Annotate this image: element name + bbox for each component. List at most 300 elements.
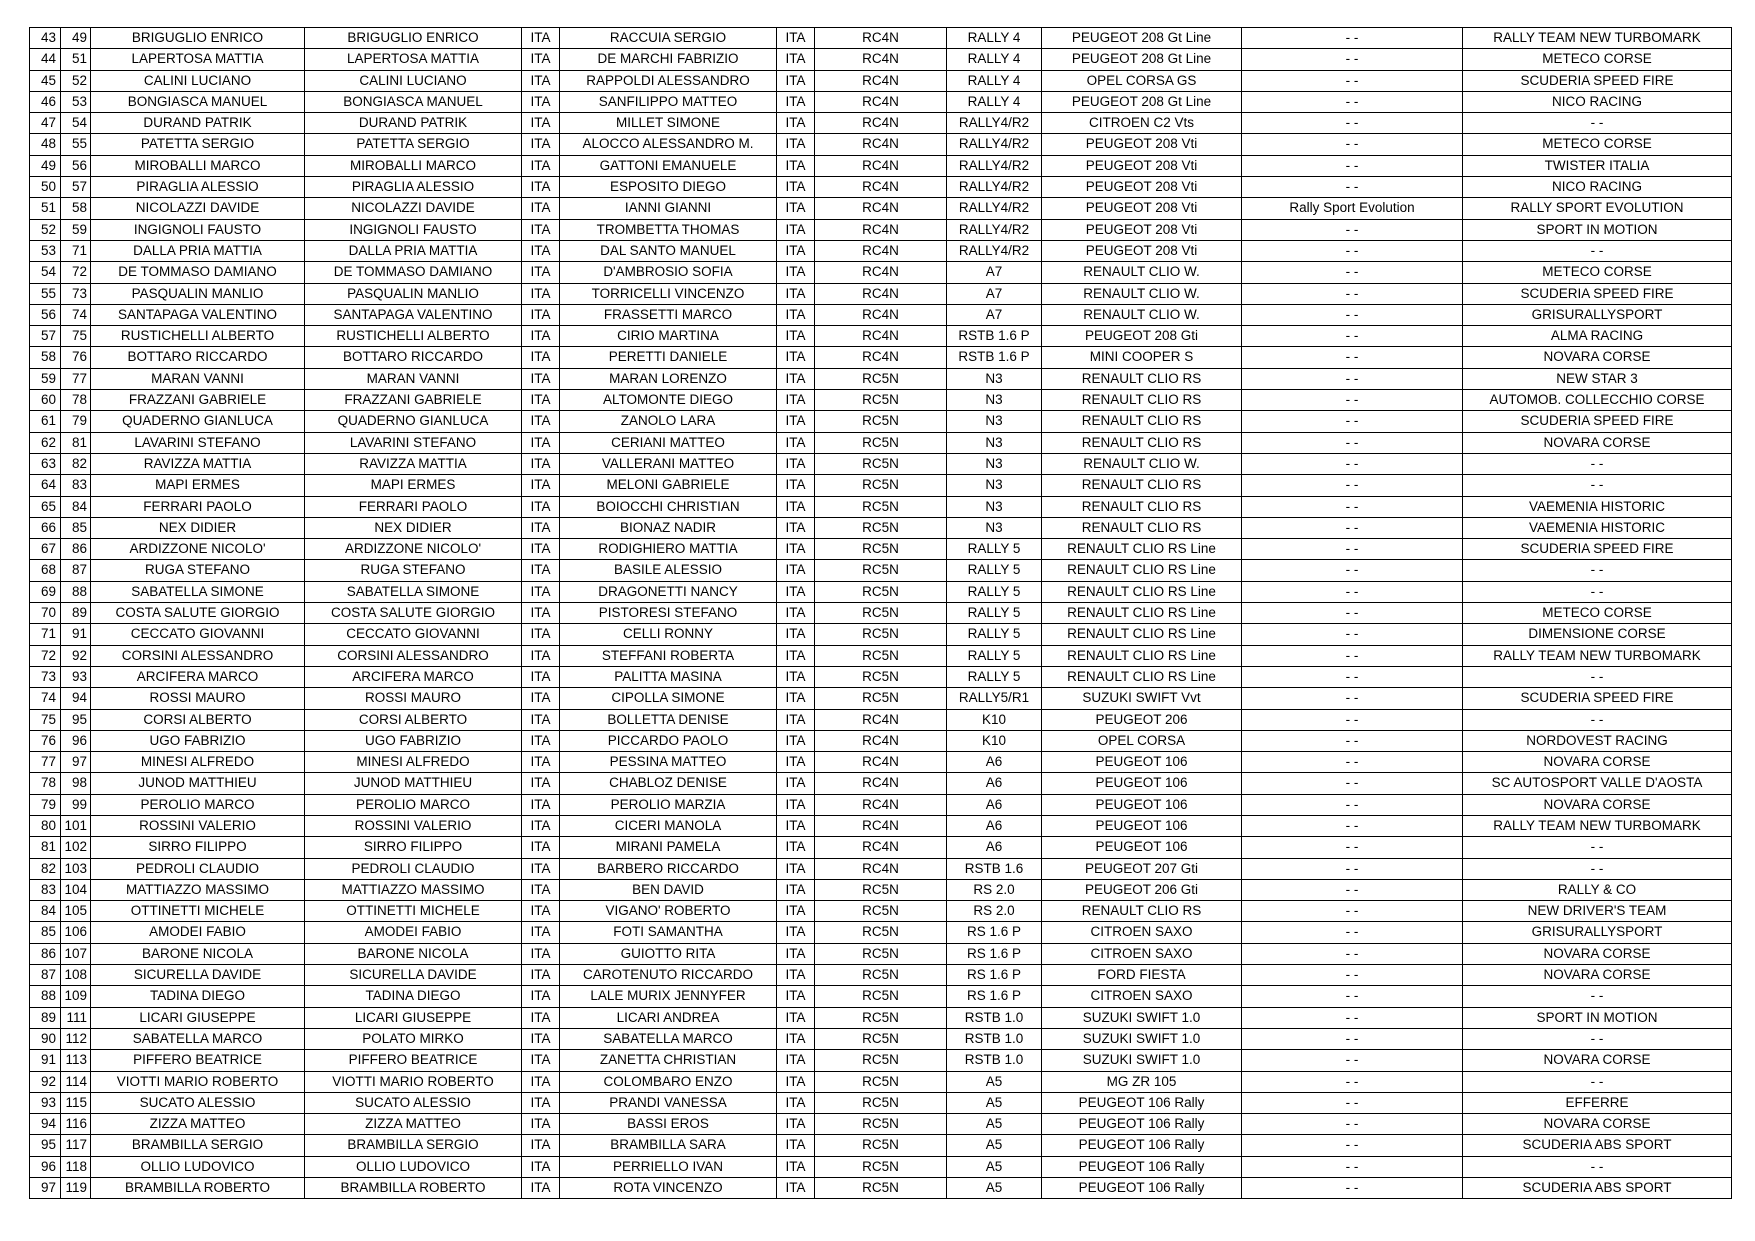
car-model-cell: PEUGEOT 208 Vti xyxy=(1042,155,1242,176)
first-driver-nationality-cell: ITA xyxy=(522,815,560,836)
position-cell: 94 xyxy=(30,1114,61,1135)
first-driver-nationality-cell: ITA xyxy=(522,326,560,347)
license-holder-cell: - - xyxy=(1242,879,1463,900)
first-driver-nationality-cell: ITA xyxy=(522,752,560,773)
race-number-cell: 107 xyxy=(61,943,91,964)
race-number-cell: 117 xyxy=(61,1135,91,1156)
co-driver-nationality-cell: ITA xyxy=(777,70,815,91)
co-driver-nationality-cell: ITA xyxy=(777,858,815,879)
group-cell: RSTB 1.6 xyxy=(947,858,1042,879)
competitor-cell: PEDROLI CLAUDIO xyxy=(91,858,305,879)
team-cell: RALLY SPORT EVOLUTION xyxy=(1463,198,1732,219)
team-cell: NICO RACING xyxy=(1463,91,1732,112)
team-cell: SPORT IN MOTION xyxy=(1463,1007,1732,1028)
class-cell: RC5N xyxy=(815,432,947,453)
competitor-cell: OLLIO LUDOVICO xyxy=(91,1156,305,1177)
group-cell: A5 xyxy=(947,1114,1042,1135)
table-row xyxy=(30,1135,1732,1156)
team-cell: - - xyxy=(1463,453,1732,474)
team-cell: SCUDERIA SPEED FIRE xyxy=(1463,70,1732,91)
co-driver-nationality-cell: ITA xyxy=(777,539,815,560)
co-driver-nationality-cell: ITA xyxy=(777,1028,815,1049)
car-model-cell: RENAULT CLIO RS xyxy=(1042,901,1242,922)
car-model-cell: PEUGEOT 208 Vti xyxy=(1042,198,1242,219)
competitor-cell: DE TOMMASO DAMIANO xyxy=(91,262,305,283)
co-driver-cell: DE MARCHI FABRIZIO xyxy=(560,49,777,70)
race-number-cell: 49 xyxy=(61,28,91,49)
competitor-cell: COSTA SALUTE GIORGIO xyxy=(91,603,305,624)
competitor-cell: SABATELLA MARCO xyxy=(91,1028,305,1049)
class-cell: RC5N xyxy=(815,1178,947,1199)
license-holder-cell: - - xyxy=(1242,922,1463,943)
race-number-cell: 79 xyxy=(61,411,91,432)
car-model-cell: PEUGEOT 106 xyxy=(1042,815,1242,836)
table-row xyxy=(30,539,1732,560)
first-driver-cell: UGO FABRIZIO xyxy=(305,730,522,751)
table-row xyxy=(30,496,1732,517)
class-cell: RC4N xyxy=(815,155,947,176)
co-driver-nationality-cell: ITA xyxy=(777,113,815,134)
race-number-cell: 72 xyxy=(61,262,91,283)
group-cell: A7 xyxy=(947,283,1042,304)
co-driver-nationality-cell: ITA xyxy=(777,347,815,368)
table-row xyxy=(30,1071,1732,1092)
co-driver-nationality-cell: ITA xyxy=(777,262,815,283)
first-driver-cell: LAPERTOSA MATTIA xyxy=(305,49,522,70)
first-driver-cell: DE TOMMASO DAMIANO xyxy=(305,262,522,283)
class-cell: RC5N xyxy=(815,943,947,964)
license-holder-cell: - - xyxy=(1242,134,1463,155)
class-cell: RC5N xyxy=(815,411,947,432)
competitor-cell: QUADERNO GIANLUCA xyxy=(91,411,305,432)
position-cell: 81 xyxy=(30,837,61,858)
co-driver-cell: RAPPOLDI ALESSANDRO xyxy=(560,70,777,91)
competitor-cell: ROSSI MAURO xyxy=(91,688,305,709)
group-cell: A7 xyxy=(947,262,1042,283)
competitor-cell: PIRAGLIA ALESSIO xyxy=(91,177,305,198)
class-cell: RC4N xyxy=(815,198,947,219)
class-cell: RC4N xyxy=(815,837,947,858)
class-cell: RC4N xyxy=(815,91,947,112)
co-driver-cell: CHABLOZ DENISE xyxy=(560,773,777,794)
co-driver-cell: MELONI GABRIELE xyxy=(560,475,777,496)
group-cell: A6 xyxy=(947,837,1042,858)
first-driver-nationality-cell: ITA xyxy=(522,1071,560,1092)
license-holder-cell: - - xyxy=(1242,113,1463,134)
first-driver-nationality-cell: ITA xyxy=(522,28,560,49)
first-driver-nationality-cell: ITA xyxy=(522,70,560,91)
co-driver-cell: BASILE ALESSIO xyxy=(560,560,777,581)
table-row xyxy=(30,91,1732,112)
entry-list-table xyxy=(29,27,1732,1199)
license-holder-cell: - - xyxy=(1242,837,1463,858)
license-holder-cell: - - xyxy=(1242,475,1463,496)
first-driver-cell: DURAND PATRIK xyxy=(305,113,522,134)
first-driver-nationality-cell: ITA xyxy=(522,1135,560,1156)
car-model-cell: RENAULT CLIO RS xyxy=(1042,390,1242,411)
car-model-cell: PEUGEOT 207 Gti xyxy=(1042,858,1242,879)
position-cell: 67 xyxy=(30,539,61,560)
position-cell: 73 xyxy=(30,666,61,687)
license-holder-cell: - - xyxy=(1242,496,1463,517)
group-cell: A6 xyxy=(947,773,1042,794)
table-row xyxy=(30,475,1732,496)
co-driver-nationality-cell: ITA xyxy=(777,177,815,198)
team-cell: NOVARA CORSE xyxy=(1463,943,1732,964)
race-number-cell: 83 xyxy=(61,475,91,496)
first-driver-cell: BARONE NICOLA xyxy=(305,943,522,964)
group-cell: RSTB 1.0 xyxy=(947,1050,1042,1071)
team-cell: - - xyxy=(1463,1071,1732,1092)
group-cell: RSTB 1.6 P xyxy=(947,326,1042,347)
license-holder-cell: - - xyxy=(1242,28,1463,49)
car-model-cell: CITROEN C2 Vts xyxy=(1042,113,1242,134)
competitor-cell: SANTAPAGA VALENTINO xyxy=(91,304,305,325)
co-driver-cell: LALE MURIX JENNYFER xyxy=(560,986,777,1007)
table-row xyxy=(30,28,1732,49)
position-cell: 62 xyxy=(30,432,61,453)
co-driver-cell: LICARI ANDREA xyxy=(560,1007,777,1028)
group-cell: RALLY4/R2 xyxy=(947,177,1042,198)
class-cell: RC5N xyxy=(815,581,947,602)
car-model-cell: RENAULT CLIO W. xyxy=(1042,283,1242,304)
race-number-cell: 113 xyxy=(61,1050,91,1071)
table-row xyxy=(30,1114,1732,1135)
class-cell: RC4N xyxy=(815,283,947,304)
competitor-cell: BRAMBILLA ROBERTO xyxy=(91,1178,305,1199)
license-holder-cell: - - xyxy=(1242,1114,1463,1135)
class-cell: RC4N xyxy=(815,709,947,730)
position-cell: 96 xyxy=(30,1156,61,1177)
co-driver-nationality-cell: ITA xyxy=(777,91,815,112)
first-driver-cell: PEROLIO MARCO xyxy=(305,794,522,815)
race-number-cell: 75 xyxy=(61,326,91,347)
co-driver-cell: CELLI RONNY xyxy=(560,624,777,645)
team-cell: - - xyxy=(1463,666,1732,687)
co-driver-nationality-cell: ITA xyxy=(777,1114,815,1135)
position-cell: 66 xyxy=(30,517,61,538)
license-holder-cell: - - xyxy=(1242,70,1463,91)
group-cell: A5 xyxy=(947,1071,1042,1092)
race-number-cell: 88 xyxy=(61,581,91,602)
license-holder-cell: - - xyxy=(1242,1071,1463,1092)
group-cell: RALLY 4 xyxy=(947,28,1042,49)
competitor-cell: JUNOD MATTHIEU xyxy=(91,773,305,794)
class-cell: RC5N xyxy=(815,603,947,624)
team-cell: METECO CORSE xyxy=(1463,134,1732,155)
license-holder-cell: - - xyxy=(1242,645,1463,666)
team-cell: - - xyxy=(1463,709,1732,730)
competitor-cell: OTTINETTI MICHELE xyxy=(91,901,305,922)
first-driver-nationality-cell: ITA xyxy=(522,603,560,624)
co-driver-cell: BASSI EROS xyxy=(560,1114,777,1135)
group-cell: A6 xyxy=(947,815,1042,836)
competitor-cell: BRAMBILLA SERGIO xyxy=(91,1135,305,1156)
position-cell: 93 xyxy=(30,1092,61,1113)
class-cell: RC4N xyxy=(815,794,947,815)
first-driver-nationality-cell: ITA xyxy=(522,773,560,794)
first-driver-cell: PATETTA SERGIO xyxy=(305,134,522,155)
car-model-cell: SUZUKI SWIFT 1.0 xyxy=(1042,1050,1242,1071)
team-cell: VAEMENIA HISTORIC xyxy=(1463,496,1732,517)
co-driver-nationality-cell: ITA xyxy=(777,645,815,666)
race-number-cell: 93 xyxy=(61,666,91,687)
class-cell: RC5N xyxy=(815,1156,947,1177)
competitor-cell: PEROLIO MARCO xyxy=(91,794,305,815)
class-cell: RC4N xyxy=(815,730,947,751)
position-cell: 60 xyxy=(30,390,61,411)
competitor-cell: BARONE NICOLA xyxy=(91,943,305,964)
competitor-cell: DURAND PATRIK xyxy=(91,113,305,134)
car-model-cell: RENAULT CLIO RS xyxy=(1042,517,1242,538)
co-driver-nationality-cell: ITA xyxy=(777,155,815,176)
table-row xyxy=(30,879,1732,900)
co-driver-cell: PEROLIO MARZIA xyxy=(560,794,777,815)
table-row xyxy=(30,986,1732,1007)
co-driver-nationality-cell: ITA xyxy=(777,837,815,858)
position-cell: 61 xyxy=(30,411,61,432)
first-driver-cell: LAVARINI STEFANO xyxy=(305,432,522,453)
table-row xyxy=(30,198,1732,219)
car-model-cell: PEUGEOT 208 Gt Line xyxy=(1042,91,1242,112)
license-holder-cell: - - xyxy=(1242,49,1463,70)
first-driver-cell: OLLIO LUDOVICO xyxy=(305,1156,522,1177)
car-model-cell: RENAULT CLIO W. xyxy=(1042,304,1242,325)
license-holder-cell: - - xyxy=(1242,560,1463,581)
team-cell: - - xyxy=(1463,1156,1732,1177)
co-driver-nationality-cell: ITA xyxy=(777,709,815,730)
class-cell: RC4N xyxy=(815,815,947,836)
first-driver-cell: ARDIZZONE NICOLO' xyxy=(305,539,522,560)
co-driver-nationality-cell: ITA xyxy=(777,411,815,432)
group-cell: RSTB 1.0 xyxy=(947,1007,1042,1028)
first-driver-nationality-cell: ITA xyxy=(522,624,560,645)
co-driver-cell: BIONAZ NADIR xyxy=(560,517,777,538)
race-number-cell: 105 xyxy=(61,901,91,922)
co-driver-cell: GATTONI EMANUELE xyxy=(560,155,777,176)
race-number-cell: 98 xyxy=(61,773,91,794)
first-driver-nationality-cell: ITA xyxy=(522,688,560,709)
first-driver-cell: RUSTICHELLI ALBERTO xyxy=(305,326,522,347)
first-driver-cell: RUGA STEFANO xyxy=(305,560,522,581)
license-holder-cell: - - xyxy=(1242,262,1463,283)
co-driver-cell: SABATELLA MARCO xyxy=(560,1028,777,1049)
team-cell: SCUDERIA ABS SPORT xyxy=(1463,1178,1732,1199)
class-cell: RC5N xyxy=(815,539,947,560)
first-driver-nationality-cell: ITA xyxy=(522,134,560,155)
co-driver-cell: GUIOTTO RITA xyxy=(560,943,777,964)
co-driver-cell: RODIGHIERO MATTIA xyxy=(560,539,777,560)
position-cell: 57 xyxy=(30,326,61,347)
car-model-cell: CITROEN SAXO xyxy=(1042,943,1242,964)
race-number-cell: 71 xyxy=(61,240,91,261)
group-cell: K10 xyxy=(947,730,1042,751)
co-driver-nationality-cell: ITA xyxy=(777,922,815,943)
co-driver-nationality-cell: ITA xyxy=(777,730,815,751)
race-number-cell: 89 xyxy=(61,603,91,624)
first-driver-nationality-cell: ITA xyxy=(522,581,560,602)
car-model-cell: RENAULT CLIO W. xyxy=(1042,262,1242,283)
first-driver-nationality-cell: ITA xyxy=(522,730,560,751)
team-cell: SCUDERIA ABS SPORT xyxy=(1463,1135,1732,1156)
table-row xyxy=(30,752,1732,773)
group-cell: A6 xyxy=(947,752,1042,773)
group-cell: N3 xyxy=(947,475,1042,496)
race-number-cell: 85 xyxy=(61,517,91,538)
co-driver-cell: IANNI GIANNI xyxy=(560,198,777,219)
co-driver-nationality-cell: ITA xyxy=(777,304,815,325)
co-driver-cell: CICERI MANOLA xyxy=(560,815,777,836)
co-driver-cell: ZANETTA CHRISTIAN xyxy=(560,1050,777,1071)
car-model-cell: RENAULT CLIO RS Line xyxy=(1042,539,1242,560)
competitor-cell: ARDIZZONE NICOLO' xyxy=(91,539,305,560)
co-driver-nationality-cell: ITA xyxy=(777,943,815,964)
class-cell: RC4N xyxy=(815,134,947,155)
co-driver-nationality-cell: ITA xyxy=(777,368,815,389)
license-holder-cell: - - xyxy=(1242,240,1463,261)
competitor-cell: UGO FABRIZIO xyxy=(91,730,305,751)
race-number-cell: 57 xyxy=(61,177,91,198)
group-cell: RS 1.6 P xyxy=(947,922,1042,943)
car-model-cell: OPEL CORSA GS xyxy=(1042,70,1242,91)
table-row xyxy=(30,560,1732,581)
license-holder-cell: - - xyxy=(1242,581,1463,602)
car-model-cell: PEUGEOT 208 Vti xyxy=(1042,177,1242,198)
group-cell: A5 xyxy=(947,1135,1042,1156)
position-cell: 58 xyxy=(30,347,61,368)
table-row xyxy=(30,453,1732,474)
race-number-cell: 54 xyxy=(61,113,91,134)
co-driver-cell: CAROTENUTO RICCARDO xyxy=(560,965,777,986)
position-cell: 74 xyxy=(30,688,61,709)
position-cell: 91 xyxy=(30,1050,61,1071)
position-cell: 76 xyxy=(30,730,61,751)
car-model-cell: CITROEN SAXO xyxy=(1042,986,1242,1007)
race-number-cell: 81 xyxy=(61,432,91,453)
competitor-cell: ARCIFERA MARCO xyxy=(91,666,305,687)
first-driver-nationality-cell: ITA xyxy=(522,432,560,453)
license-holder-cell: - - xyxy=(1242,688,1463,709)
co-driver-cell: SANFILIPPO MATTEO xyxy=(560,91,777,112)
first-driver-nationality-cell: ITA xyxy=(522,155,560,176)
co-driver-cell: DRAGONETTI NANCY xyxy=(560,581,777,602)
license-holder-cell: - - xyxy=(1242,304,1463,325)
co-driver-nationality-cell: ITA xyxy=(777,496,815,517)
race-number-cell: 106 xyxy=(61,922,91,943)
first-driver-cell: AMODEI FABIO xyxy=(305,922,522,943)
license-holder-cell: - - xyxy=(1242,1028,1463,1049)
group-cell: RS 2.0 xyxy=(947,879,1042,900)
table-row xyxy=(30,347,1732,368)
table-row xyxy=(30,517,1732,538)
competitor-cell: SIRRO FILIPPO xyxy=(91,837,305,858)
first-driver-nationality-cell: ITA xyxy=(522,666,560,687)
group-cell: RALLY 5 xyxy=(947,560,1042,581)
co-driver-nationality-cell: ITA xyxy=(777,688,815,709)
license-holder-cell: - - xyxy=(1242,283,1463,304)
co-driver-cell: PERRIELLO IVAN xyxy=(560,1156,777,1177)
first-driver-cell: RAVIZZA MATTIA xyxy=(305,453,522,474)
race-number-cell: 78 xyxy=(61,390,91,411)
team-cell: GRISURALLYSPORT xyxy=(1463,922,1732,943)
co-driver-cell: TROMBETTA THOMAS xyxy=(560,219,777,240)
co-driver-nationality-cell: ITA xyxy=(777,794,815,815)
first-driver-nationality-cell: ITA xyxy=(522,453,560,474)
group-cell: A5 xyxy=(947,1092,1042,1113)
car-model-cell: RENAULT CLIO RS Line xyxy=(1042,581,1242,602)
position-cell: 65 xyxy=(30,496,61,517)
co-driver-cell: MIRANI PAMELA xyxy=(560,837,777,858)
team-cell: TWISTER ITALIA xyxy=(1463,155,1732,176)
class-cell: RC4N xyxy=(815,347,947,368)
co-driver-cell: PALITTA MASINA xyxy=(560,666,777,687)
first-driver-nationality-cell: ITA xyxy=(522,1007,560,1028)
car-model-cell: RENAULT CLIO RS Line xyxy=(1042,560,1242,581)
group-cell: N3 xyxy=(947,496,1042,517)
car-model-cell: RENAULT CLIO RS xyxy=(1042,432,1242,453)
first-driver-nationality-cell: ITA xyxy=(522,198,560,219)
group-cell: A6 xyxy=(947,794,1042,815)
car-model-cell: PEUGEOT 208 Gt Line xyxy=(1042,28,1242,49)
car-model-cell: PEUGEOT 106 Rally xyxy=(1042,1178,1242,1199)
race-number-cell: 53 xyxy=(61,91,91,112)
competitor-cell: ROSSINI VALERIO xyxy=(91,815,305,836)
team-cell: DIMENSIONE CORSE xyxy=(1463,624,1732,645)
position-cell: 43 xyxy=(30,28,61,49)
group-cell: N3 xyxy=(947,411,1042,432)
competitor-cell: CALINI LUCIANO xyxy=(91,70,305,91)
table-row xyxy=(30,943,1732,964)
license-holder-cell: - - xyxy=(1242,368,1463,389)
group-cell: A7 xyxy=(947,304,1042,325)
group-cell: RSTB 1.0 xyxy=(947,1028,1042,1049)
class-cell: RC5N xyxy=(815,624,947,645)
competitor-cell: CECCATO GIOVANNI xyxy=(91,624,305,645)
team-cell: METECO CORSE xyxy=(1463,262,1732,283)
car-model-cell: PEUGEOT 106 xyxy=(1042,752,1242,773)
co-driver-cell: BARBERO RICCARDO xyxy=(560,858,777,879)
entry-list-body xyxy=(30,28,1732,1199)
car-model-cell: PEUGEOT 206 Gti xyxy=(1042,879,1242,900)
competitor-cell: RUSTICHELLI ALBERTO xyxy=(91,326,305,347)
table-row xyxy=(30,262,1732,283)
race-number-cell: 108 xyxy=(61,965,91,986)
co-driver-cell: ROTA VINCENZO xyxy=(560,1178,777,1199)
first-driver-nationality-cell: ITA xyxy=(522,411,560,432)
car-model-cell: PEUGEOT 106 xyxy=(1042,794,1242,815)
car-model-cell: CITROEN SAXO xyxy=(1042,922,1242,943)
first-driver-cell: JUNOD MATTHIEU xyxy=(305,773,522,794)
team-cell: NEW DRIVER'S TEAM xyxy=(1463,901,1732,922)
competitor-cell: NICOLAZZI DAVIDE xyxy=(91,198,305,219)
team-cell: EFFERRE xyxy=(1463,1092,1732,1113)
license-holder-cell: - - xyxy=(1242,453,1463,474)
first-driver-cell: POLATO MIRKO xyxy=(305,1028,522,1049)
position-cell: 92 xyxy=(30,1071,61,1092)
car-model-cell: PEUGEOT 106 xyxy=(1042,837,1242,858)
position-cell: 70 xyxy=(30,603,61,624)
table-row xyxy=(30,688,1732,709)
first-driver-cell: FRAZZANI GABRIELE xyxy=(305,390,522,411)
car-model-cell: RENAULT CLIO RS Line xyxy=(1042,645,1242,666)
first-driver-cell: ARCIFERA MARCO xyxy=(305,666,522,687)
first-driver-nationality-cell: ITA xyxy=(522,496,560,517)
co-driver-nationality-cell: ITA xyxy=(777,283,815,304)
competitor-cell: MATTIAZZO MASSIMO xyxy=(91,879,305,900)
first-driver-cell: SIRRO FILIPPO xyxy=(305,837,522,858)
table-row xyxy=(30,304,1732,325)
co-driver-cell: D'AMBROSIO SOFIA xyxy=(560,262,777,283)
